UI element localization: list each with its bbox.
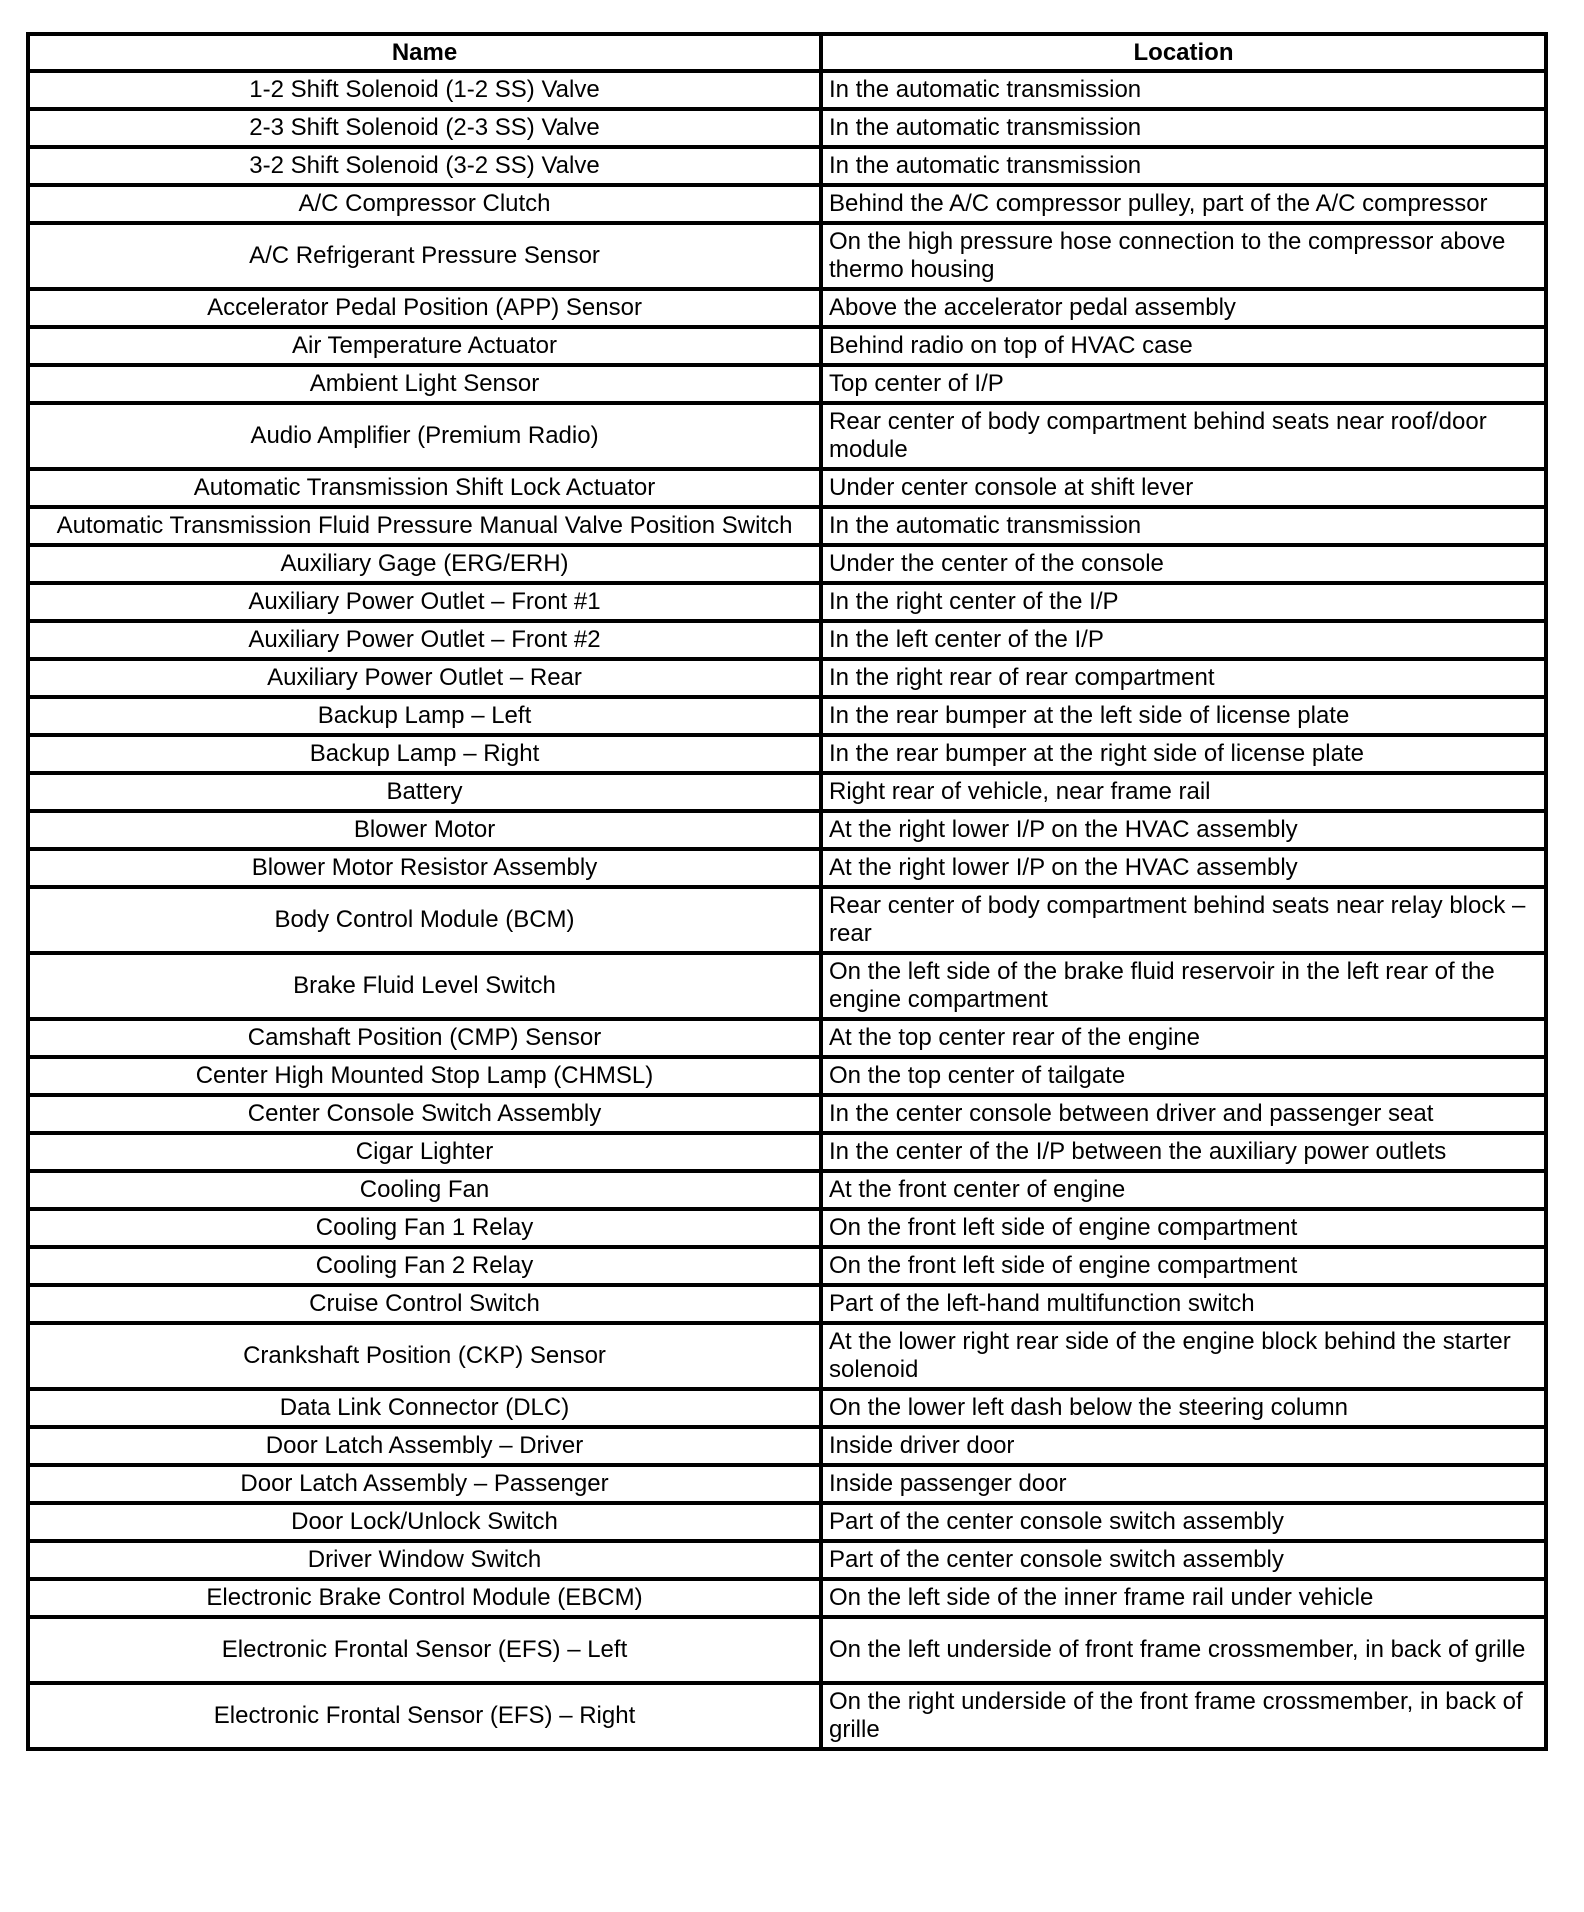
component-name: Blower Motor: [28, 811, 821, 849]
component-location: Behind radio on top of HVAC case: [821, 327, 1546, 365]
table-row: [28, 583, 1546, 621]
table-row: [28, 289, 1546, 327]
table-row: [28, 735, 1546, 773]
component-location-table: [26, 32, 1548, 1751]
component-name: 2-3 Shift Solenoid (2-3 SS) Valve: [28, 109, 821, 147]
component-name: Center Console Switch Assembly: [28, 1095, 821, 1133]
component-location: On the left side of the inner frame rail under vehicle: [821, 1579, 1546, 1617]
table-row: [28, 1541, 1546, 1579]
component-name: Cigar Lighter: [28, 1133, 821, 1171]
table-row: [28, 1503, 1546, 1541]
table-row: [28, 403, 1546, 469]
component-name: Door Lock/Unlock Switch: [28, 1503, 821, 1541]
component-name: Auxiliary Power Outlet – Rear: [28, 659, 821, 697]
component-location: In the right rear of rear compartment: [821, 659, 1546, 697]
component-location: On the top center of tailgate: [821, 1057, 1546, 1095]
component-name: Data Link Connector (DLC): [28, 1389, 821, 1427]
component-location: On the front left side of engine compartment: [821, 1247, 1546, 1285]
component-location: In the automatic transmission: [821, 71, 1546, 109]
table-row: [28, 1323, 1546, 1389]
component-location: At the right lower I/P on the HVAC assembly: [821, 849, 1546, 887]
component-location: In the rear bumper at the left side of license plate: [821, 697, 1546, 735]
table-row: [28, 811, 1546, 849]
component-location: In the center of the I/P between the auxiliary power outlets: [821, 1133, 1546, 1171]
component-name: Automatic Transmission Shift Lock Actuator: [28, 469, 821, 507]
table-row: [28, 365, 1546, 403]
component-location: In the right center of the I/P: [821, 583, 1546, 621]
component-location: In the center console between driver and passenger seat: [821, 1095, 1546, 1133]
table-row: [28, 1133, 1546, 1171]
component-name: Air Temperature Actuator: [28, 327, 821, 365]
component-name: Camshaft Position (CMP) Sensor: [28, 1019, 821, 1057]
component-name: Door Latch Assembly – Passenger: [28, 1465, 821, 1503]
component-name: 3-2 Shift Solenoid (3-2 SS) Valve: [28, 147, 821, 185]
component-name: Audio Amplifier (Premium Radio): [28, 403, 821, 469]
table-row: [28, 1247, 1546, 1285]
component-location: In the automatic transmission: [821, 147, 1546, 185]
component-name: Brake Fluid Level Switch: [28, 953, 821, 1019]
table-row: [28, 1171, 1546, 1209]
component-name: Backup Lamp – Right: [28, 735, 821, 773]
component-name: Driver Window Switch: [28, 1541, 821, 1579]
table-row: [28, 659, 1546, 697]
table-row: [28, 849, 1546, 887]
table-row: [28, 1209, 1546, 1247]
component-name: Automatic Transmission Fluid Pressure Manual Valve Position Switch: [28, 507, 821, 545]
component-location: Inside driver door: [821, 1427, 1546, 1465]
table-row: [28, 1579, 1546, 1617]
component-location: On the front left side of engine compartment: [821, 1209, 1546, 1247]
component-location: At the front center of engine: [821, 1171, 1546, 1209]
component-location: In the automatic transmission: [821, 507, 1546, 545]
component-name: Center High Mounted Stop Lamp (CHMSL): [28, 1057, 821, 1095]
component-location: In the rear bumper at the right side of license plate: [821, 735, 1546, 773]
component-name: Ambient Light Sensor: [28, 365, 821, 403]
table-row: [28, 469, 1546, 507]
table-row: [28, 507, 1546, 545]
component-location: On the left underside of front frame crossmember, in back of grille: [821, 1617, 1546, 1683]
table-row: [28, 621, 1546, 659]
component-location: Behind the A/C compressor pulley, part of the A/C compressor: [821, 185, 1546, 223]
component-location: On the left side of the brake fluid reservoir in the left rear of the engine compartment: [821, 953, 1546, 1019]
table-row: [28, 1057, 1546, 1095]
component-name: Body Control Module (BCM): [28, 887, 821, 953]
table-row: [28, 71, 1546, 109]
table-row: [28, 1019, 1546, 1057]
table-row: [28, 185, 1546, 223]
table-row: [28, 1285, 1546, 1323]
table-row: [28, 1427, 1546, 1465]
table-row: [28, 1095, 1546, 1133]
table-row: [28, 147, 1546, 185]
component-location: Above the accelerator pedal assembly: [821, 289, 1546, 327]
component-location: Rear center of body compartment behind seats near relay block – rear: [821, 887, 1546, 953]
table-row: [28, 773, 1546, 811]
component-name: Electronic Frontal Sensor (EFS) – Right: [28, 1683, 821, 1749]
component-name: Accelerator Pedal Position (APP) Sensor: [28, 289, 821, 327]
table-row: [28, 327, 1546, 365]
component-name: Cruise Control Switch: [28, 1285, 821, 1323]
component-name: Blower Motor Resistor Assembly: [28, 849, 821, 887]
table-row: [28, 1683, 1546, 1749]
component-name: Battery: [28, 773, 821, 811]
component-name: Backup Lamp – Left: [28, 697, 821, 735]
component-location: In the automatic transmission: [821, 109, 1546, 147]
component-name: Cooling Fan: [28, 1171, 821, 1209]
component-location: Right rear of vehicle, near frame rail: [821, 773, 1546, 811]
component-location: Under center console at shift lever: [821, 469, 1546, 507]
table-row: [28, 1617, 1546, 1683]
component-name: Electronic Frontal Sensor (EFS) – Left: [28, 1617, 821, 1683]
table-row: [28, 887, 1546, 953]
component-location: On the lower left dash below the steering column: [821, 1389, 1546, 1427]
component-name: Door Latch Assembly – Driver: [28, 1427, 821, 1465]
component-location: At the top center rear of the engine: [821, 1019, 1546, 1057]
header-row: [28, 34, 1546, 71]
component-name: A/C Compressor Clutch: [28, 185, 821, 223]
component-location: On the right underside of the front frame crossmember, in back of grille: [821, 1683, 1546, 1749]
component-name: Crankshaft Position (CKP) Sensor: [28, 1323, 821, 1389]
table-row: [28, 697, 1546, 735]
component-location: On the high pressure hose connection to the compressor above thermo housing: [821, 223, 1546, 289]
table-row: [28, 223, 1546, 289]
component-name: Auxiliary Power Outlet – Front #1: [28, 583, 821, 621]
component-name: A/C Refrigerant Pressure Sensor: [28, 223, 821, 289]
component-name: 1-2 Shift Solenoid (1-2 SS) Valve: [28, 71, 821, 109]
component-name: Cooling Fan 2 Relay: [28, 1247, 821, 1285]
component-location: Rear center of body compartment behind seats near roof/door module: [821, 403, 1546, 469]
component-location: In the left center of the I/P: [821, 621, 1546, 659]
component-location: At the right lower I/P on the HVAC assembly: [821, 811, 1546, 849]
component-name: Auxiliary Power Outlet – Front #2: [28, 621, 821, 659]
table-row: [28, 109, 1546, 147]
component-name: Cooling Fan 1 Relay: [28, 1209, 821, 1247]
table-row: [28, 1389, 1546, 1427]
component-location: Inside passenger door: [821, 1465, 1546, 1503]
header-location: Location: [821, 34, 1546, 71]
component-name: Auxiliary Gage (ERG/ERH): [28, 545, 821, 583]
component-location: Part of the center console switch assembly: [821, 1503, 1546, 1541]
component-location: Part of the left-hand multifunction switch: [821, 1285, 1546, 1323]
component-location: Top center of I/P: [821, 365, 1546, 403]
component-name: Electronic Brake Control Module (EBCM): [28, 1579, 821, 1617]
component-location: Under the center of the console: [821, 545, 1546, 583]
component-location: Part of the center console switch assembly: [821, 1541, 1546, 1579]
table-row: [28, 953, 1546, 1019]
table-row: [28, 1465, 1546, 1503]
component-location: At the lower right rear side of the engine block behind the starter solenoid: [821, 1323, 1546, 1389]
header-name: Name: [28, 34, 821, 71]
table-row: [28, 545, 1546, 583]
